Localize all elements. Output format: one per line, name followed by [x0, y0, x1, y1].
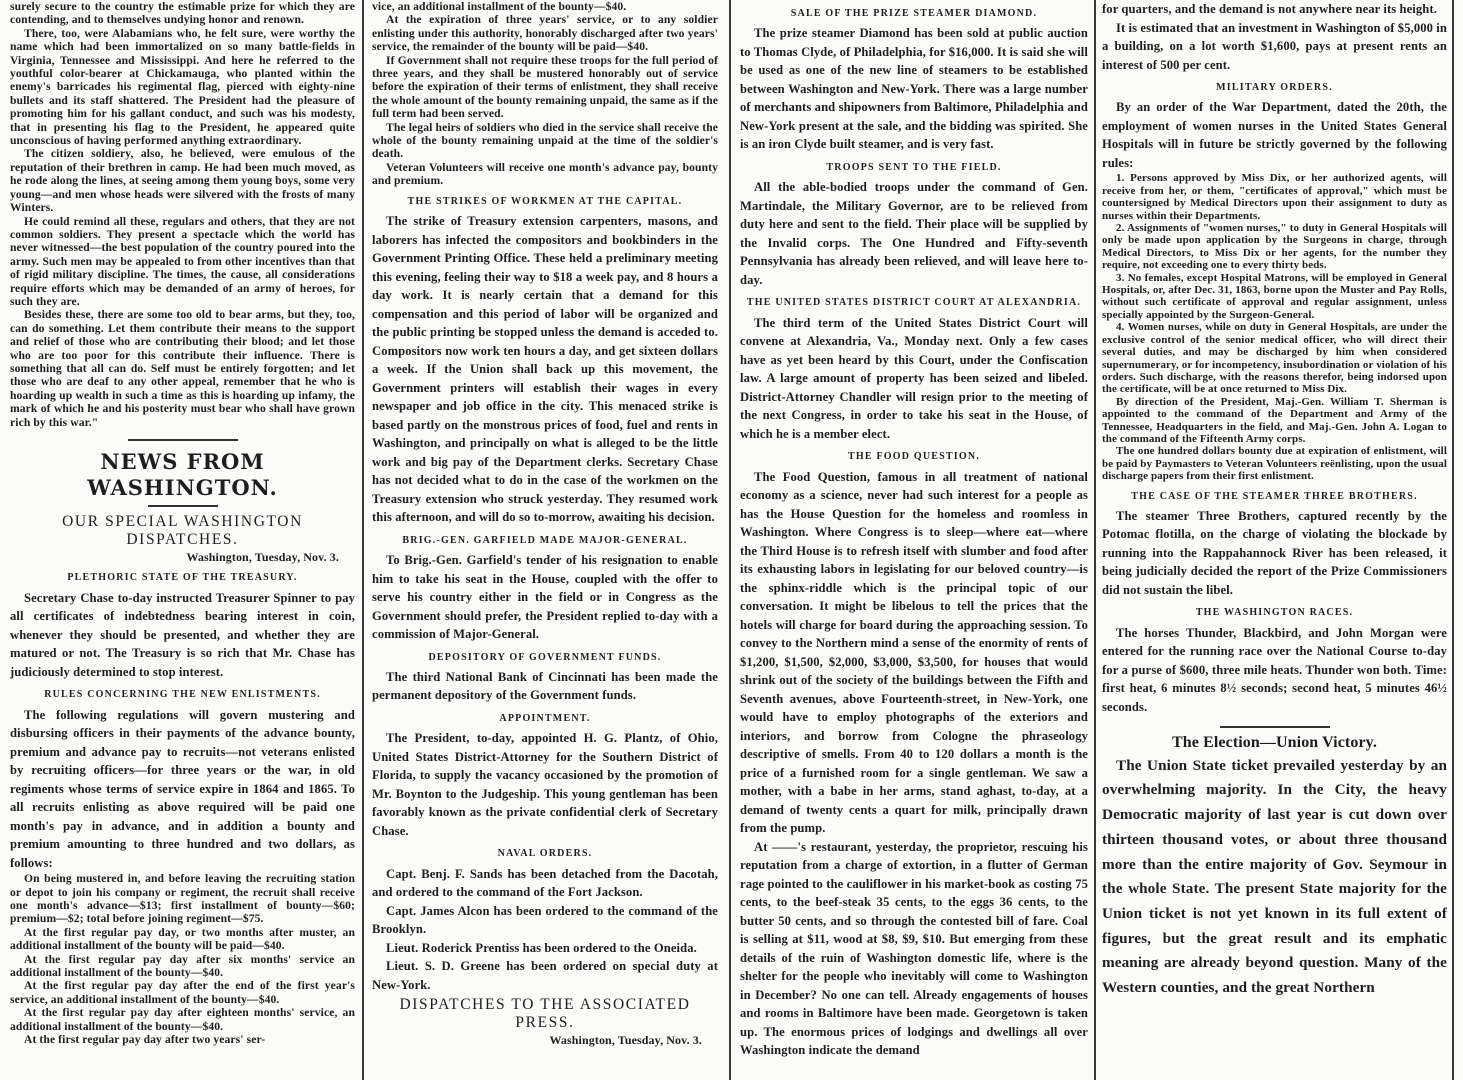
enlistments-paragraph: The following regulations will govern mustering and disbursing officers in their payments of the advance bounty, premium and advance pay to recruits—not veterans enlisted by recruiting officers—for three years or the war, in old regiments whose terms of service expire in 1864 and 1865. To all recruits enlisting as above required will be paid one month's pay in advance, and in addition a bounty and premium amounting to three hundred and two dollars, as follows: — [10, 707, 355, 870]
dateline: Washington, Tuesday, Nov. 3. — [549, 1033, 702, 1048]
enlistments-paragraph: On being mustered in, and before leaving the recruiting station or depot to join his company or regiment, the recruit shall receive one month's advance—$13; first installment of bounty—$60; premium—$2; total before joining regiment—$75. — [10, 872, 355, 926]
section-divider — [148, 505, 218, 507]
column-2 — [372, 0, 718, 1080]
naval-order-item: Capt. James Alcon has been ordered to the command of the Brooklyn. — [372, 903, 718, 937]
garfield-text: To Brig.-Gen. Garfield's tender of his resignation to enable him to take his seat in the House, coupled with the offer to serve his country either in the field or in Congress as the Government should prefer, the President replied to-day with a commission of Major-General. — [372, 553, 718, 641]
troops-text: All the able-bodied troops under the command of Gen. Martindale, the Military Governor, are to be relieved from duty here and sent to the field. Their place will be supplied by the Invalid corps. The One Hundred and Fifty-seventh Pennsylvania has already been relieved, and will leave here to-day. — [740, 180, 1088, 287]
military-rule: 2. Assignments of "women nurses," to duty in General Hospitals will only be made upon application by the Surgeons in charge, through Medical Directors, to Miss Dix or her agents, for the number they require, not exceeding one to every thirty beds. — [1102, 222, 1447, 272]
enlistments-paragraph: At the first regular pay day after the end of the first year's service, an additional installment of the bounty—$40. — [10, 979, 355, 1006]
enlistments-paragraph: At the first regular pay day, or two months after muster, an additional installment of the bounty will be paid—$40. — [10, 925, 355, 953]
section-divider — [128, 439, 238, 441]
article-paragraph: Besides these, there are some too old to bear arms, but they, too, can do something. Let them contribute their means to the support and relief of those who are contributing their blood; and let those who are too poor for this contribute their influence. There is something that all can do. Self must be entirely forgotten; and let those who are deaf to any other appeal, remember that he who is hoarding up wealth in such a time as this is hoarding up infamy, the mark of which he and his posterity must bear who shall have grown rich by this war." — [10, 308, 355, 429]
strikes-text: The strike of Treasury extension carpenters, masons, and laborers has infected the compositors and bookbinders in the Government Printing Office. These held a preliminary meeting this evening, feeling their way to $18 a week pay, and 8 hours a day work. It is nearly certain that a demand for this compensation and this period of labor will be organized and the public printing be stopped unless the demand is acceded to. Compositors now work ten hours a day, and get sixteen dollars a week. If the Union shall back up this movement, the Government printers will establish their wages in every newspaper and job office in the city. This menaced strike is based partly on the monstrous prices of food, fuel and rents in Washington, and principally on what is alleged to be the little work and big pay of the Department clerks. Secretary Chase has not decided what to do in the case of the workmen on the Treasury extension who struck yesterday. They resumed work this afternoon, and will do so to-morrow, awaiting his decision. — [372, 214, 718, 525]
enlistments-paragraph: At the first regular pay day after two years' ser- — [24, 1033, 266, 1047]
food-paragraph: for quarters, and the demand is not anywhere near its height. — [1102, 2, 1437, 16]
dateline: Washington, Tuesday, Nov. 3. — [186, 550, 339, 564]
column-rule — [362, 0, 364, 1080]
appointment-text: The President, to-day, appointed H. G. Plantz, of Ohio, United States District-Attorney for the Southern District of Florida, to supply the vacancy occasioned by the promotion of Mr. Boynton to the Judgeship. This young gentleman has been favorably known as the private confidential clerk of Secretary Chase. — [372, 731, 718, 838]
enlistments-paragraph: Veteran Volunteers will receive one month's advance pay, bounty and premium. — [372, 160, 718, 188]
enlistments-paragraph: At the first regular pay day after eighteen months' service, an additional installment of the bounty—$40. — [10, 1006, 355, 1033]
court-text: The third term of the United States District Court will convene at Alexandria, Va., Monday next. Only a few cases have as yet been heard by this Court, under the Confiscation law. A large amount of property has been seized and libeled. District-Attorney Chandler will resign prior to the meeting of the next Congress, in order to take his seat in the House, of which he is a member elect. — [740, 315, 1088, 441]
column-rule — [1452, 0, 1454, 1080]
treasury-heading: PLETHORIC STATE OF THE TREASURY. — [67, 572, 298, 584]
troops-heading: TROOPS SENT TO THE FIELD. — [826, 161, 1002, 173]
appointment-heading: APPOINTMENT. — [499, 712, 591, 724]
enlistments-paragraph: At the expiration of three years' service, or to any soldier enlisting under this authority, honorably discharged after two years' service, the remainder of the bounty will be paid—$40. — [372, 13, 718, 54]
column-4 — [1102, 0, 1447, 1080]
diamond-text: The prize steamer Diamond has been sold at public auction to Thomas Clyde, of Philadelphia, for $16,000. It is said she will be used as one of the new line of steamers to be established between Washington and New-York. There was a large number of merchants and shipowners from Baltimore, Philadelphia and New-York present at the sale, and the bidding was spirited. She is an iron Clyde built steamer, and is very fast. — [740, 26, 1088, 152]
food-question-heading: THE FOOD QUESTION. — [848, 451, 980, 463]
military-rule: 1. Persons approved by Miss Dix, or her authorized agents, will receive from her, or them, "certificates of approval," which must be countersigned by Medical Directors upon their assignment to duty as nurses within their Departments. — [1102, 172, 1447, 222]
article-paragraph: The citizen soldiery, also, he believed, were emulous of the reputation of their brethren in camp. He had been much moved, as he rode along the lines, at seeing among them young boys, some very young—and men whose heads were silvered with the frosts of many Winters. — [10, 147, 355, 215]
section-divider — [1220, 726, 1330, 728]
food-paragraph: At ——'s restaurant, yesterday, the proprietor, rescuing his reputation from a charge of extortion, in a flutter of German rage pointed to the cauliflower in his market-book as costing 75 cents, to the beef-steak 35 cents, to the eggs 36 cents, to the butter 50 cents, and so through the contested bill of fare. Coal is selling at $11, wood at $8, $9, $10. But emerging from these details of the ruin of Washington domestic life, where is the shelter for the people who inevitably will come to Washington in December? No one can tell. Already engagements of houses and rooms in Baltimore have been made. Georgetown is taken up. The enormous prices of lodgings and dwellings all over Washington indicate the demand — [740, 839, 1088, 1058]
three-brothers-heading: THE CASE OF THE STEAMER THREE BROTHERS. — [1131, 490, 1418, 502]
military-rule: 3. No females, except Hospital Matrons, will be employed in General Hospitals, or, after Dec. 31, 1863, borne upon the Muster and Pay Rolls, without such certificate of approval and regular assignment, unless specially appointed by the Surgeon-General. — [1102, 271, 1447, 321]
election-text: The Union State ticket prevailed yesterday by an overwhelming majority. In the City, the heavy Democratic majority of last year is cut down over thirteen thousand votes, or about three thousand more than the entire majority of Gov. Seymour in the whole State. The present State majority for the Union ticket is not yet known in its full extent of figures, but the great result and its emphatic meaning are already beyond question. Many of the Western counties, and the great Northern — [1102, 756, 1447, 997]
column-rule — [1094, 0, 1096, 1080]
garfield-heading: BRIG.-GEN. GARFIELD MADE MAJOR-GENERAL. — [402, 534, 688, 546]
enlistments-paragraph: At the first regular pay day after six months' service an additional installment of the bounty—$40. — [10, 952, 355, 980]
election-heading: The Election—Union Victory. — [1172, 734, 1377, 752]
three-brothers-text: The steamer Three Brothers, captured recently by the Potomac flotilla, on the charge of violating the blockade by running into the Rappahannock River has been released, it being judicially decided the report of the Prize Commissioners did not sustain the libel. — [1102, 508, 1447, 597]
food-paragraph: It is estimated that an investment in Washington of $5,000 in a building, on a lot worth $1,600, pays at present rents an interest of 500 per cent. — [1102, 20, 1447, 72]
article-paragraph: He could remind all these, regulars and others, that they are not common soldiers. They present a spectacle which the world has never witnessed—the best population of the country poured into the army. Such men may be appealed to from other incentives than that of rigid military discipline. The times, the cause, all considerations require efforts which may be demanded of an army of heroes, for such they are. — [10, 214, 355, 308]
naval-order-item: Capt. Benj. F. Sands has been detached from the Dacotah, and ordered to the command of the Fort Jackson. — [372, 866, 718, 900]
column-rule — [729, 0, 731, 1080]
column-3 — [740, 0, 1088, 1080]
food-paragraph: The Food Question, famous in all treatment of national economy as a science, never had such interest for a people as has the House Question for the homeless and roomless in Washington. Where Congress is to sleep—where eat—where the Third House is to refresh itself with slumber and food after its exhausting labors in legislating for our beloved country—is the sphinx-riddle which is the principal topic of our conversation. It might be libelous to tell the prices that the hotels will charge for board during the approaching session. To convey to the Northern mind a sense of the enormity of rents of $1,200, $1,500, $2,000, $3,000, $3,500, for houses that would shrink out of the society of the buildings between the Fifth and Seventh avenues, above Fourteenth-street, in New-York, one would have to employ photographs of the exteriors and interiors, and borrow from Cologne the phraseology descriptive of smells. From 40 to 120 dollars a month is the price of a furnished room for a single gentleman. We saw a mother, with a babe in her arms, stand aghast, to-day, at a demand of twenty cents a quart for milk, principally drawn from the pump. — [740, 469, 1088, 836]
races-heading: THE WASHINGTON RACES. — [1195, 607, 1354, 619]
depository-heading: DEPOSITORY OF GOVERNMENT FUNDS. — [428, 651, 662, 663]
enlistments-paragraph: If Government shall not require these troops for the full period of three years, and they shall be mustered honorably out of service before the expiration of their terms of enlistment, they shall receive the whole amount of the bounty remaining unpaid, the same as if the full term had been served. — [372, 53, 718, 121]
races-text: The horses Thunder, Blackbird, and John Morgan were entered for the running race over the National Course to-day for a purse of $600, three mile heats. Thunder won both. Time: first heat, 6 minutes 8½ seconds; second heat, 5 minutes 46½ seconds. — [1102, 625, 1447, 714]
depository-text: The third National Bank of Cincinnati has been made the permanent depository of the Government funds. — [372, 669, 718, 703]
naval-order-item: Lieut. S. D. Greene has been ordered on special duty at New-York. — [372, 959, 718, 992]
military-rule: The one hundred dollars bounty due at expiration of enlistment, will be paid by Paymasters to Veteran Volunteers reënlisting, upon the usual discharge papers from their first enlistment. — [1102, 445, 1447, 483]
diamond-heading: SALE OF THE PRIZE STEAMER DIAMOND. — [790, 8, 1038, 19]
enlistments-paragraph: vice, an additional installment of the bounty—$40. — [372, 0, 627, 13]
naval-orders-heading: NAVAL ORDERS. — [497, 848, 593, 860]
court-heading: THE UNITED STATES DISTRICT COURT AT ALEXANDRIA. — [746, 297, 1082, 309]
associated-press-heading: DISPATCHES TO THE ASSOCIATED PRESS. — [399, 996, 691, 1032]
article-paragraph: There, too, were Alabamians who, he felt sure, were worthy the name which had been immortalized on so many battle-fields in Virginia, Tennessee and Mississippi. And here he referred to the youthful color-bearer at Chickamauga, who planted within the enemy's barricades his regimental flag, pierced with eighty-nine bullets and its staff shattered. The President had the pleasure of promoting him for his gallant conduct, and such was his modesty, that in presenting his flag to the President, he appeared quite unconscious of having performed anything extraordinary. — [10, 26, 355, 148]
treasury-text: Secretary Chase to-day instructed Treasurer Spinner to pay all certificates of indebtedness bearing interest in coin, whenever they should be presented, and whether they are matured or not. The Treasury is so rich that Mr. Chase has judiciously determined to stop interest. — [10, 590, 355, 679]
military-orders-heading: MILITARY ORDERS. — [1216, 82, 1333, 93]
column-1 — [10, 0, 355, 1080]
strikes-heading: THE STRIKES OF WORKMEN AT THE CAPITAL. — [407, 195, 683, 207]
news-from-washington-heading: NEWS FROM WASHINGTON. — [87, 449, 278, 500]
military-intro: By an order of the War Department, dated the 20th, the employment of women nurses in the United States General Hospitals will in future be strictly governed by the following rules: — [1102, 100, 1447, 170]
enlistments-heading: RULES CONCERNING THE NEW ENLISTMENTS. — [44, 689, 321, 701]
military-rule: By direction of the President, Maj.-Gen. William T. Sherman is appointed to the command of the Department and Army of the Tennessee, Headquarters in the field, and Maj.-Gen. John A. Logan to the command of the Fifteenth Army corps. — [1102, 395, 1447, 445]
naval-order-item: Lieut. Roderick Prentiss has been ordered to the Oneida. — [386, 940, 697, 955]
article-paragraph: surely secure to the country the estimable prize for which they are contending, and to themselves undying honor and renown. — [10, 0, 355, 27]
special-dispatches-heading: OUR SPECIAL WASHINGTON DISPATCHES. — [62, 513, 303, 548]
military-rule: 4. Women nurses, while on duty in General Hospitals, are under the exclusive control of the senior medical officer, who will direct their several duties, and may be discharged by him when considered supernumerary, or for incompetency, insubordination or violation of his orders. Such discharge, with the reasons therefor, being indorsed upon the certificate, will be at once returned to Miss Dix. — [1102, 321, 1447, 396]
enlistments-paragraph: The legal heirs of soldiers who died in the service shall receive the whole of the bounty remaining unpaid at the time of the soldier's death. — [372, 120, 718, 161]
